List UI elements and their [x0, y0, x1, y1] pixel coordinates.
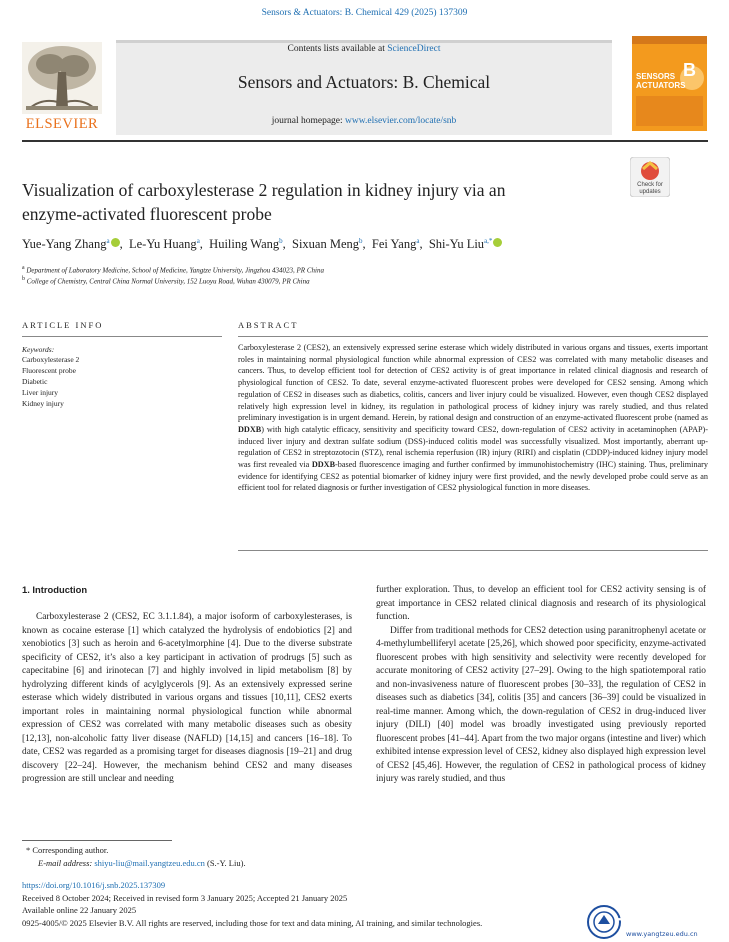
author-name[interactable]: Yue-Yang Zhang [22, 237, 107, 252]
homepage-line [116, 116, 612, 126]
article-info-heading: ARTICLE INFO [22, 320, 104, 330]
author-name[interactable]: Shi-Yu Liu [428, 237, 485, 252]
homepage-link[interactable]: www.elsevier.com/locate/snb [345, 116, 457, 126]
affiliation-b [22, 276, 310, 285]
check-label-line1: Check for [637, 182, 663, 188]
corresponding-author-note: * Corresponding author. [26, 845, 109, 855]
intro-column-2 [376, 584, 706, 787]
cover-title-line1: SENSORS [636, 72, 676, 81]
abstract-part: Carboxylesterase 2 (CES2), an extensively expressed serine esterase which widely distributed in various organs and tissues, exerts important roles in maintaining normal physiological function while abnormal expression of CES2 was correlated with many metabolic diseases and cancers. Thus, to develop efficient tool for detection of CES2 activity is of great importance in related clinical diagnosis and research of physiological function of CES2. To date, several enzyme-activated fluorescent probes were developed for CES2 sensing. Among which regulation of CES2 in diseases such as diabetics, colitis, cancers and liver injury could be visualized. However, even though CES2 displayed relatively high expression level in kidney, its regulation in pathological process of kidney injury was rarely studied, and thus related preliminary investigation is in urgent demand. Herein, by rational design and construction of an enzyme-activated fluorescent probe (named as [238, 343, 708, 423]
header-divider [22, 140, 708, 142]
author-name[interactable]: Huiling Wang [209, 237, 280, 252]
abstract-text [238, 342, 708, 494]
affiliation-text: Department of Laboratory Medicine, School of Medicine, Yangtze University, Jingzhou 434023, PR China [26, 266, 324, 275]
author-list: Yue-Yang Zhang$^a$ , Le-Yu Huang$^a$, Huiling Wang$^b$, Sixuan Meng$^b$, Fei Yang$^a$, Shi-Yu Liu$^{a,*}$ [22, 237, 502, 252]
intro-column-1 [22, 611, 352, 787]
orcid-icon[interactable] [111, 238, 120, 247]
watermark-text: 长大新闻网 [618, 910, 719, 932]
author-name[interactable]: Fei Yang [371, 237, 417, 252]
abstract-bottom-rule [238, 550, 708, 551]
contents-line [116, 44, 612, 54]
abstract-rule [238, 336, 708, 337]
affiliation-a [22, 265, 324, 274]
keyword-item: Carboxylesterase 2 [22, 355, 80, 364]
section-heading-introduction: 1. Introduction [22, 584, 88, 595]
email-suffix: (S.-Y. Liu). [204, 858, 246, 868]
cover-title-line2: ACTUATORS [636, 81, 686, 90]
cover-letter: B [683, 60, 696, 80]
contents-prefix: Contents lists available at [287, 44, 388, 54]
keyword-item: Diabetic [22, 377, 48, 386]
email-label: E-mail address: [38, 858, 95, 868]
journal-name: Sensors and Actuators: B. Chemical [237, 72, 491, 92]
probe-name: DDXB [311, 460, 336, 470]
intro-paragraph: Differ from traditional methods for CES2 detection using paranitrophenyl acetate or 4-methylumbelliferyl acetate [25,26], which showed poor specificity, enzyme-activated fluorescent probes with high sensitivity and selectivity were recently developed for accurate monitoring of CES2 activity [27–29]. Owing to the high spatiotemporal ratio and non-invasiveness nature of fluorescent probes [30–33], the regulation of CES2 in diseases such as diabetics [34], colitis [35] and cancers [36–39] could be visualized in real-time manner. Among which, the down-regulation of CES2 in drug-induced liver injury (DILI) [40] model was broadly investigated using previously reported fluorescent probes [41–44]. Apart from the two major organs (intestine and liver) which exhibited intense expression level of CES2, kidney also displayed high expression level of CES2 [45,46]. However, the regulation of CES2 in pathological process of kidney injury was rarely studied, and thus [376, 625, 706, 784]
abstract-heading: ABSTRACT [238, 320, 299, 330]
check-label-line2: updates [639, 189, 661, 195]
abstract-part: ) with high catalytic efficacy, sensitivity and specificity toward CES2, down-regulation of CES2 activity in acetaminophen (APAP)-induced liver injury and dextran sulfate sodium (DSS)-induced colitis model was successfully visualized. Most importantly, aberrant up-regulation of CES2 in streptozotocin (STZ), renal ischemia reperfusion (IR) injury (RIRI) and cisplatin (CDDP)-induced kidney injury model was first revealed via [238, 424, 708, 470]
doi-link[interactable]: https://doi.org/10.1016/j.snb.2025.137309 [22, 880, 166, 890]
affiliation-sup: b [22, 276, 25, 282]
affiliation-sup: a [22, 265, 25, 271]
article-title-line1: Visualization of carboxylesterase 2 regulation in kidney injury via an [22, 180, 506, 200]
author-name[interactable]: Sixuan Meng [292, 237, 360, 252]
elsevier-wordmark: ELSEVIER [25, 116, 99, 132]
keywords-label: Keywords: [22, 345, 55, 354]
probe-name: DDXB [238, 424, 262, 434]
footnote-rule [22, 840, 172, 841]
author-affil-sup: b [279, 237, 283, 245]
keyword-item: Kidney injury [22, 399, 64, 408]
intro-paragraph: Carboxylesterase 2 (CES2, EC 3.1.1.84), a major isoform of carboxylesterases, is known as cocaine esterase [1] which catalyzed the hydrolysis of endobiotics [2] and xenobiotics [3] such as heroin and 6-acetylmorphine [4]. Due to the diverse substrate specificity of CES2, it’s also a key participant in activation of prodrugs [5] such as capecitabine [6] and irinotecan [7] and highly involved in lipid metabolism [8] by hydrolyzing different kinds of acylglycerols [9]. As an extensively expressed serine esterase which widely distributed in various organs and tissues [10,11], CES2 exerts important roles in maintaining normal physiological function while abnormal expression of CES2 was correlated with many metabolic diseases such as obesity [12,13], non-alcoholic fatty liver disease (NAFLD) [14,15] and cancers [16–18]. To date, CES2 was regarded as a promising target for diseases diagnosis [19–21] and drug discovery [22–24]. However, the mechanism behind CES2 and many diseases progression are still unclear and needing [22, 612, 352, 784]
author-affil-sup: a [416, 237, 420, 245]
received-dates: Received 8 October 2024; Received in revised form 3 January 2025; Accepted 21 January 2025 [22, 893, 348, 903]
watermark-url: www.yangtzeu.edu.cn [626, 930, 698, 938]
affiliation-text: College of Chemistry, Central China Normal University, 152 Luoyu Road, Wuhan 430079, PR China [26, 277, 310, 286]
article-title-line2: enzyme-activated fluorescent probe [22, 204, 272, 224]
email-line [38, 857, 246, 869]
email-link[interactable]: shiyu-liu@mail.yangtzeu.edu.cn [94, 858, 205, 868]
article-title [22, 178, 622, 226]
intro-paragraph: further exploration. Thus, to develop an efficient tool for CES2 activity sensing is of great importance in CES2 related clinical diagnosis and research of its physiological function. [376, 585, 706, 622]
sciencedirect-link[interactable]: ScienceDirect [387, 44, 441, 54]
author-name[interactable]: Le-Yu Huang [128, 237, 197, 252]
check-for-updates-label [626, 182, 674, 196]
available-online: Available online 22 January 2025 [22, 905, 137, 915]
article-info-rule [22, 336, 222, 337]
author-affil-sup: b [359, 237, 363, 245]
abstract-part: -based fluorescence imaging and further confirmed by immunohistochemistry (IHC) staining. Thus, preliminary evidence for identifying CES2 as potential biomarker of kidney injury were first provided, and the newly developed probe could serve as an efficient tool for related diagnosis or further investigation of CES2 physiological function in more diseases. [238, 460, 708, 493]
homepage-prefix: journal homepage: [271, 116, 346, 126]
author-affil-sup: a,* [484, 237, 493, 245]
author-affil-sup: a [196, 237, 200, 245]
copyright-line: 0925-4005/© 2025 Elsevier B.V. All rights are reserved, including those for text and data mining, AI training, and similar technologies. [22, 918, 483, 928]
orcid-icon[interactable] [493, 238, 502, 247]
author-affil-sup: a [106, 237, 110, 245]
keyword-item: Liver injury [22, 388, 59, 397]
journal-reference[interactable]: Sensors & Actuators: B. Chemical 429 (2025) 137309 [261, 8, 468, 18]
keyword-item: Fluorescent probe [22, 366, 76, 375]
